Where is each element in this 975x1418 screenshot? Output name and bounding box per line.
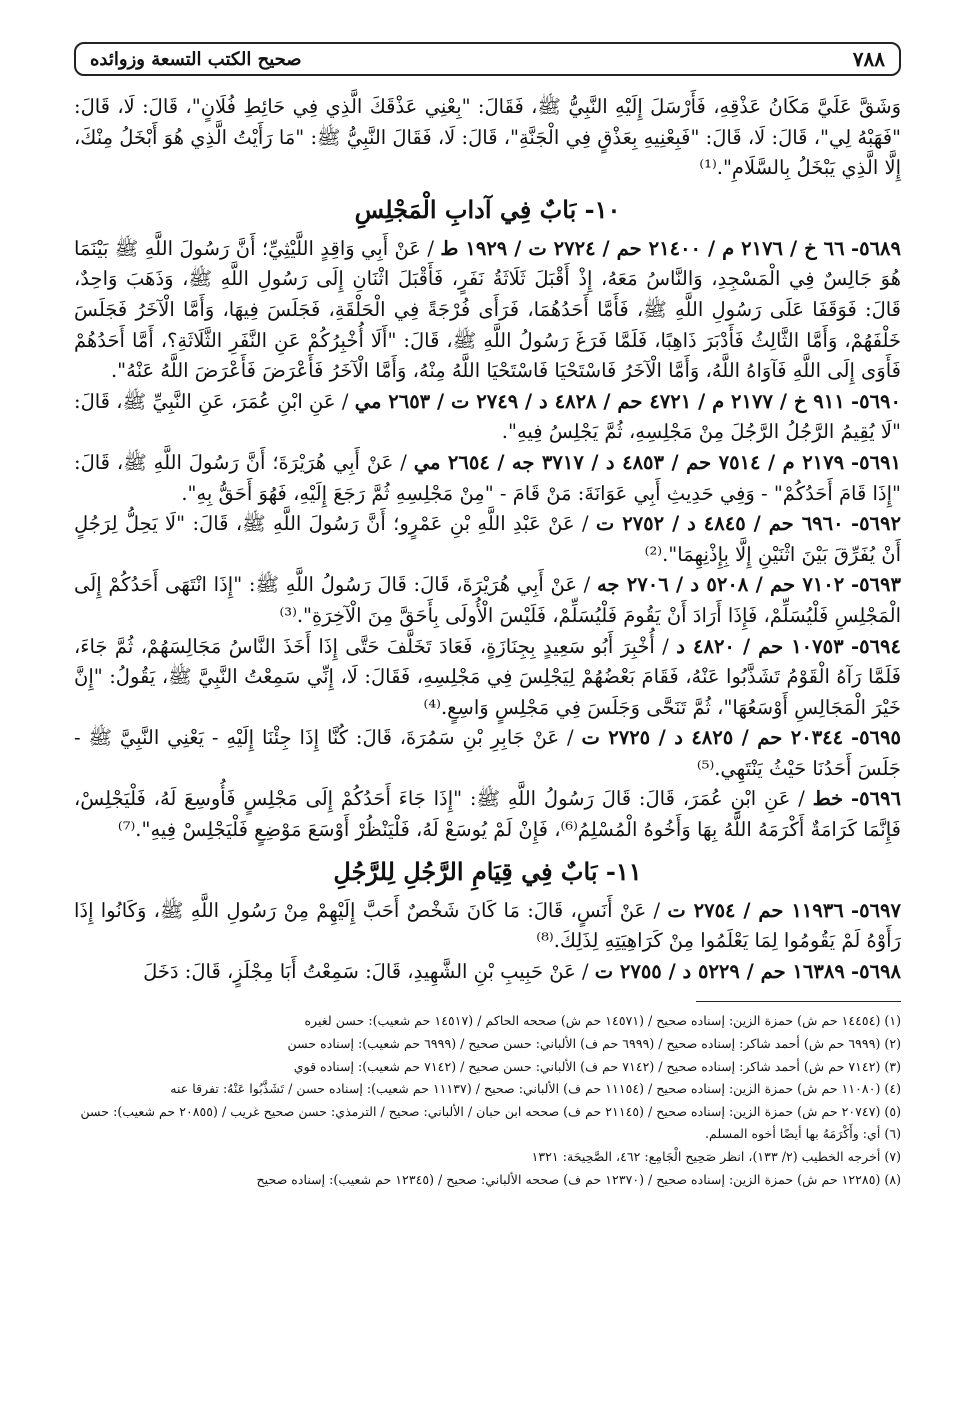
hadith-text: / عَنْ أَبِي وَاقِدٍ اللَّيْثِيِّ؛ أَنَّ رَسُولَ اللَّهِ ﷺ بَيْنَمَا هُوَ جَالِسٌ فِي الْمَسْجِدِ، وَالنَّاسُ مَعَهُ، إِذْ أَقْبَلَ ثَلَاثَةُ نَفَرٍ، فَأَقْبَلَ اثْنَانِ إِلَى رَسُولِ اللَّهِ ﷺ، وَذَهَبَ وَاحِدٌ، قَالَ: فَوَقَفَا عَلَى رَسُولِ اللَّهِ ﷺ، فَأَمَّا أَحَدُهُمَا، فَرَأَى فُرْجَةً فِي الْحَلْقَةِ، فَجَلَسَ فِيهَا، وَأَمَّا الْآخَرُ فَجَلَسَ خَلْفَهُمْ، وَأَمَّا الثَّالِثُ فَأَدْبَرَ ذَاهِبًا، فَلَمَّا فَرَغَ رَسُولُ اللَّهِ ﷺ، قَالَ: "أَلَا أُخْبِرُكُمْ عَنِ النَّفَرِ الثَّلَاثَةِ؟، أَمَّا أَحَدُهُمْ فَأَوَى إِلَى اللَّهِ فَآوَاهُ اللَّهُ، وَأَمَّا الْآخَرُ فَاسْتَحْيَا فَاسْتَحْيَا اللَّهُ مِنْهُ، وَأَمَّا الْآخَرُ فَأَعْرَضَ فَأَعْرَضَ اللَّهُ عَنْهُ". xyxy=(74,236,901,383)
footnote-divider xyxy=(696,1001,901,1002)
hadith-references: ٢٠٣٤٤ حم / ٤٨٢٥ د / ٢٧٢٥ ت xyxy=(581,726,844,750)
book-title: صحيح الكتب التسعة وزوائده xyxy=(90,48,302,70)
hadith-references: ١١٩٣٦ حم / ٢٧٥٤ ت xyxy=(667,898,844,922)
hadith-text: / عَنْ أَنَسٍ، قَالَ: مَا كَانَ شَخْصٌ أَحَبَّ إِلَيْهِمْ مِنْ رَسُولِ اللَّهِ ﷺ، وَكَانُوا إِذَا رَأَوْهُ لَمْ يَقُومُوا لِمَا يَعْلَمُوا مِنْ كَرَاهِيَتِهِ لِذَلِكَ.⁽⁸⁾ xyxy=(74,898,901,953)
hadith-number: ٥٦٩٤- xyxy=(851,634,902,658)
hadith-5692 xyxy=(74,509,901,570)
hadith-5690 xyxy=(74,387,901,448)
hadith-references: ١٠٧٥٣ حم / ٤٨٢٠ د xyxy=(676,634,844,658)
footnote: (٤) (١١٠٨٠ حم ش) حمزة الزين: إسناده صحيح / (١١١٥٤ حم ف) الألباني: صحيح / (١١١٣٧ حم شعيب): إسناده حسن / تَشَذَّبُوا عَنْهُ: تفرقا عنه xyxy=(170,1081,901,1097)
hadith-number: ٥٦٩١- xyxy=(851,450,901,474)
section-heading-adab-majlis: ١٠- بَابٌ فِي آدابِ الْمَجْلِسِ xyxy=(354,194,621,224)
hadith-5691 xyxy=(74,448,901,509)
hadith-number: ٥٦٩٠- xyxy=(851,389,902,413)
footnote: (٦) أي: وأَكْرَمَهُ بها أيضًا أخوه المسلم. xyxy=(705,1126,901,1142)
page-header xyxy=(74,42,901,76)
section-heading-qiyam: ١١- بَابٌ فِي قِيَامِ الرَّجُلِ لِلرَّجُلِ xyxy=(333,856,642,886)
hadith-5689 xyxy=(74,234,901,387)
page-number: ٧٨٨ xyxy=(852,47,885,71)
hadith-text: / أُخْبِرَ أَبُو سَعِيدٍ بِجِنَازَةٍ، فَعَادَ تَخَلَّفَ حَتَّى إِذَا أَخَذَ النَّاسُ مَجَالِسَهُمْ، ثُمَّ جَاءَ، فَلَمَّا رَآهُ الْقَوْمُ تَشَذَّبُوا عَنْهُ، فَقَامَ بَعْضُهُمْ لِيَجْلِسَ فِي مَجْلِسِهِ، فَقَالَ: لَا، إِنِّي سَمِعْتُ النَّبِيَّ ﷺ، يَقُولُ: "إِنَّ خَيْرَ الْمَجَالِسِ أَوْسَعُهَا"، ثُمَّ تَنَحَّى وَجَلَسَ فِي مَجْلِسٍ وَاسِعٍ.⁽⁴⁾ xyxy=(74,634,901,719)
hadith-number: ٥٦٩٨- xyxy=(851,959,901,983)
hadith-5697 xyxy=(74,896,901,957)
intro-paragraph: وَشَقَّ عَلَيَّ مَكَانُ عَذْقِهِ، فَأَرْسَلَ إِلَيْهِ النَّبِيُّ ﷺ، فَقَالَ: "بِعْنِي عَذْقَكَ الَّذِي فِي حَائِطِ فُلَانٍ"، قَالَ: لَا، قَالَ: "فَهَبْهُ لِي"، قَالَ: لَا، قَالَ: "فَبِعْنِيهِ بِعَذْقٍ فِي الْجَنَّةِ"، قَالَ: لَا، فَقَالَ النَّبِيُّ ﷺ: "مَا رَأَيْتُ الَّذِي هُوَ أَبْخَلُ مِنْكَ، إِلَّا الَّذِي يَبْخَلُ بِالسَّلَامِ".⁽¹⁾ xyxy=(74,95,901,180)
hadith-references: خط xyxy=(812,787,844,811)
hadith-number: ٥٦٩٧- xyxy=(851,898,901,922)
hadith-5694 xyxy=(74,632,901,724)
hadith-references: ٦٦ خ / ٢١٧٦ م / ٢١٤٠٠ حم / ٢٧٢٤ ت / ١٩٢٩ ط xyxy=(440,236,845,260)
hadith-text: / عَنِ ابْنِ عُمَرَ، قَالَ: قَالَ رَسُولُ اللَّهِ ﷺ: "إِذَا جَاءَ أَحَدُكُمْ إِلَى مَجْلِسٍ فَأُوسِعَ لَهُ، فَلْيَجْلِسْ، فَإِنَّمَا كَرَامَةٌ أَكْرَمَهُ اللَّهُ بِهَا وَأَخُوهُ الْمُسْلِمُ⁽⁶⁾، فَإِنْ لَمْ يُوسَعْ لَهُ، فَلْيَنْظُرْ أَوْسَعَ مَوْضِعٍ فَلْيَجْلِسْ فِيهِ".⁽⁷⁾ xyxy=(74,787,901,842)
hadith-references: ٧١٠٢ حم / ٥٢٠٨ د / ٢٧٠٦ جه xyxy=(596,573,845,597)
hadith-references: ٦٩٦٠ حم / ٤٨٤٥ د / ٢٧٥٢ ت xyxy=(595,512,844,536)
hadith-5695 xyxy=(74,723,901,784)
hadith-5698 xyxy=(74,957,901,988)
hadith-number: ٥٦٨٩- xyxy=(851,236,902,260)
hadith-5693 xyxy=(74,570,901,631)
footnote: (١) (١٤٤٥٤ حم ش) حمزة الزين: إسناده صحيح / (١٤٥٧١ حم ش) صححه الحاكم / (١٤٥١٧ حم شعيب): حسن لغيره xyxy=(304,1013,901,1029)
hadith-references: ٩١١ خ / ٢١٧٧ م / ٤٧٢١ حم / ٤٨٢٨ د / ٢٧٤٩ ت / ٢٦٥٣ مي xyxy=(354,389,845,413)
hadith-references: ١٦٣٨٩ حم / ٥٢٢٩ د / ٢٧٥٥ ت xyxy=(594,959,845,983)
hadith-text: / عَنِ ابْنِ عُمَرَ، عَنِ النَّبِيِّ ﷺ، قَالَ: "لَا يُقِيمُ الرَّجُلُ الرَّجُلَ مِنْ مَجْلِسِهِ، ثُمَّ يَجْلِسُ فِيهِ". xyxy=(74,389,901,444)
hadith-text: / عَنْ أَبِي هُرَيْرَةَ؛ أَنَّ رَسُولَ اللَّهِ ﷺ، قَالَ: "إِذَا قَامَ أَحَدُكُمْ" - وَفِي حَدِيثِ أَبِي عَوَانَةَ: مَنْ قَامَ - "مِنْ مَجْلِسِهِ ثُمَّ رَجَعَ إِلَيْهِ، فَهُوَ أَحَقُّ بِهِ". xyxy=(74,450,901,505)
hadith-number: ٥٦٩٦- xyxy=(851,787,902,811)
footnote: (٢) (٦٩٩٩ حم ش) أحمد شاكر: إسناده صحيح / (٦٩٩٩ حم ف) الألباني: حسن صحيح / (٦٩٩٩ حم شعيب): إسناده حسن xyxy=(287,1036,901,1052)
hadith-5696 xyxy=(74,784,901,845)
footnote: (٣) (٧١٤٢ حم ش) أحمد شاكر: إسناده صحيح / (٧١٤٢ حم ف) الألباني: حسن صحيح / (٧١٤٢ حم شعيب): إسناده قوي xyxy=(293,1058,901,1074)
hadith-text: / عَنْ جَابِرِ بْنِ سَمُرَةَ، قَالَ: كُنَّا إِذَا جِئْنَا إِلَيْهِ - يَعْنِي النَّبِيَّ ﷺ - جَلَسَ أَحَدُنَا حَيْثُ يَنْتَهِي.⁽⁵⁾ xyxy=(74,726,901,780)
hadith-number: ٥٦٩٥- xyxy=(850,726,901,750)
footnote: (٧) أخرجه الخطيب (٢/ ١٣٣)، انظر صَحِيح الْجَامِع: ٤٦٢، الصَّحِيحَة: ١٣٢١ xyxy=(531,1149,901,1164)
hadith-references: ٢١٧٩ م / ٧٥١٤ حم / ٤٨٥٣ د / ٣٧١٧ جه / ٢٦٥٤ مي xyxy=(413,450,845,474)
footnotes xyxy=(74,1010,901,1191)
hadith-text: / عَنْ حَبِيبِ بْنِ الشَّهِيدِ، قَالَ: سَمِعْتُ أَبَا مِجْلَزٍ، قَالَ: دَخَلَ xyxy=(143,959,589,983)
hadith-text: / عَنْ أَبِي هُرَيْرَةَ، قَالَ: قَالَ رَسُولُ اللَّهِ ﷺ: "إِذَا انْتَهَى أَحَدُكُمْ إِلَى الْمَجْلِسِ فَلْيُسَلِّمْ، فَإِذَا أَرَادَ أَنْ يَقُومَ فَلْيُسَلِّمْ، فَلَيْسَ الْأُولَى بِأَحَقَّ مِنَ الْآخِرَةِ".⁽³⁾ xyxy=(74,573,901,627)
hadith-number: ٥٦٩٢- xyxy=(850,512,901,536)
page-body xyxy=(74,92,901,987)
footnote: (٨) (١٢٢٨٥ حم ش) حمزة الزين: إسناده صحيح / (١٢٣٧٠ حم ف) صححه الألباني: صحيح / (١٢٣٤٥ حم شعيب): إسناده صحيح xyxy=(256,1171,901,1187)
hadith-text: / عَنْ عَبْدِ اللَّهِ بْنِ عَمْرٍو؛ أَنَّ رَسُولَ اللَّهِ ﷺ، قَالَ: "لَا يَحِلُّ لِرَجُلٍ أَنْ يُفَرِّقَ بَيْنَ اثْنَيْنِ إِلَّا بِإِذْنِهِمَا".⁽²⁾ xyxy=(74,512,901,566)
footnote: (٥) (٢٠٧٤٧ حم ش) حمزة الزين: إسناده صحيح / (٢١١٤٥ حم ف) صححه ابن حبان / الألباني: صحيح / الترمذي: حسن صحيح غريب / (٢٠٨٥٥ حم شعيب): حسن xyxy=(80,1103,901,1119)
hadith-number: ٥٦٩٣- xyxy=(850,573,901,597)
